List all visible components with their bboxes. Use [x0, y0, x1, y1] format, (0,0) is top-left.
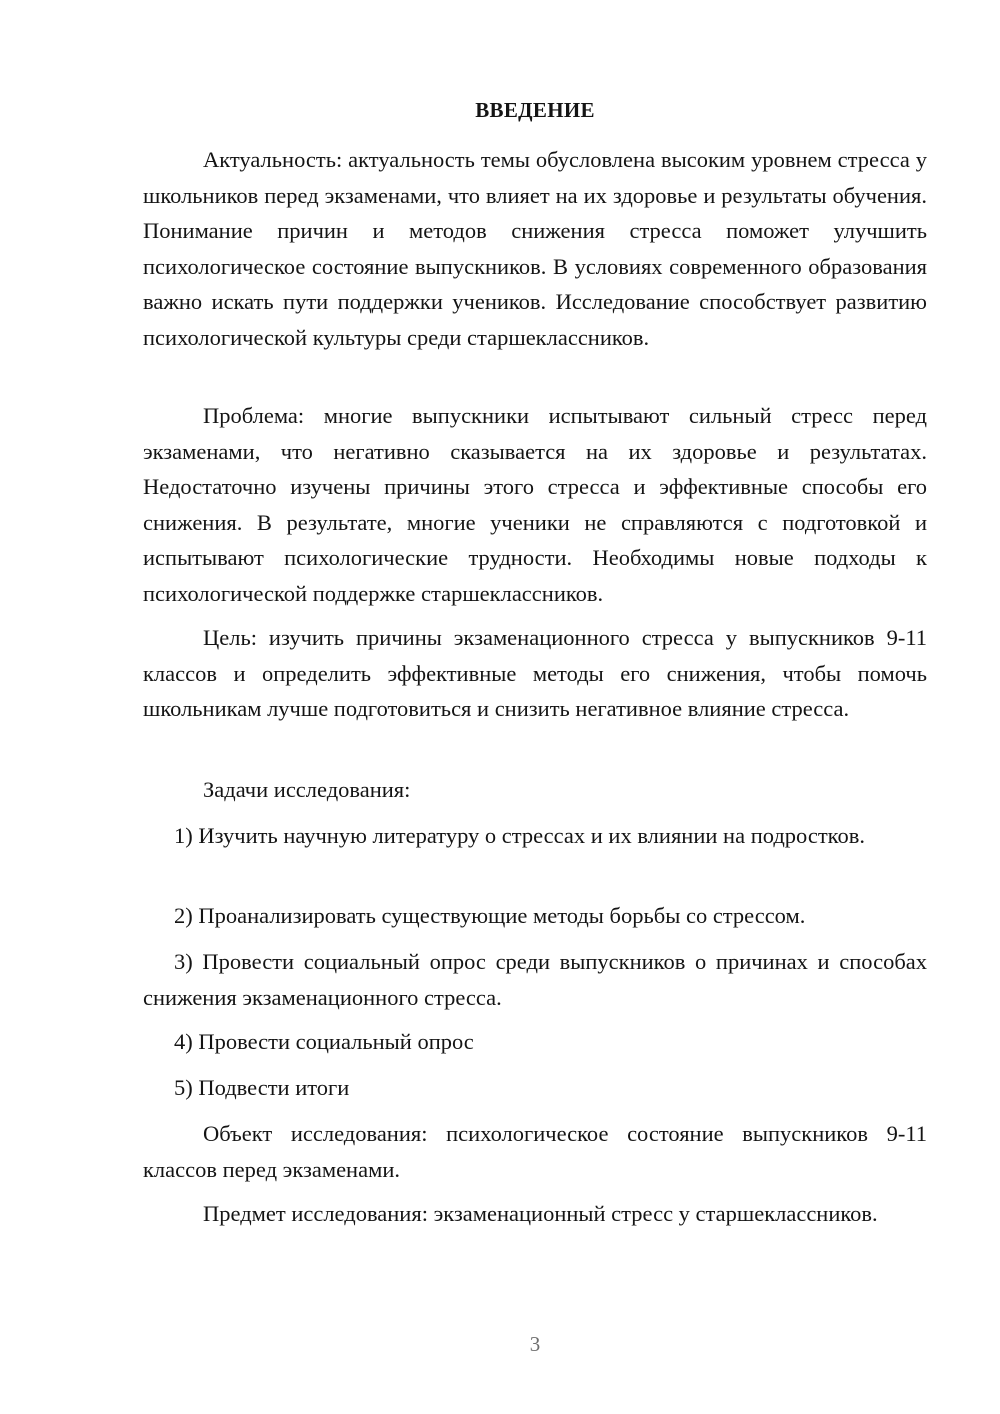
object-text: Объект исследования: психологическое состояние выпускников 9-11 классов перед экзаменами. [143, 1121, 927, 1182]
document-page [143, 0, 927, 1414]
tasks-heading: Задачи исследования: [203, 777, 411, 802]
subject-paragraph [143, 1196, 927, 1232]
list-item: 3) Провести социальный опрос среди выпускников о причинах и способах снижения экзаменационного стресса. [143, 949, 927, 1010]
goal-paragraph [143, 620, 927, 727]
page-title: ВВЕДЕНИЕ [475, 98, 595, 122]
relevance-text: Актуальность: актуальность темы обусловлена высоким уровнем стресса у школьников перед экзаменами, что влияет на их здоровье и результаты обучения. Понимание причин и методов снижения стресса поможет улучшить психологическое состояние выпускников. В условиях современного образования важно искать пути поддержки учеников. Исследование способствует развитию психологической культуры среди старшеклассников. [143, 147, 927, 350]
task-item-3 [143, 944, 927, 1015]
task-item-2 [143, 898, 927, 934]
list-item: 1) Изучить научную литературу о стрессах и их влиянии на подростков. [174, 823, 865, 848]
problem-text: Проблема: многие выпускники испытывают сильный стресс перед экзаменами, что негативно сказывается на их здоровье и результатах. Недостаточно изучены причины этого стресса и эффективные способы его снижения. В результате, многие ученики не справляются с подготовкой и испытывают психологические трудности. Необходимы новые подходы к психологической поддержке старшеклассников. [143, 403, 927, 606]
problem-paragraph [143, 398, 927, 611]
list-item: 2) Проанализировать существующие методы борьбы со стрессом. [174, 903, 806, 928]
object-paragraph [143, 1116, 927, 1187]
subject-text: Предмет исследования: экзаменационный стресс у старшеклассников. [203, 1201, 878, 1226]
page-number: 3 [529, 1332, 541, 1356]
tasks-heading-paragraph [143, 772, 927, 808]
list-item: 4) Провести социальный опрос [174, 1029, 474, 1054]
list-item: 5) Подвести итоги [174, 1075, 350, 1100]
task-item-5 [143, 1070, 927, 1106]
task-item-1 [143, 818, 927, 854]
goal-text: Цель: изучить причины экзаменационного стресса у выпускников 9-11 классов и определить эффективные методы его снижения, чтобы помочь школьникам лучше подготовиться и снизить негативное влияние стресса. [143, 625, 927, 721]
task-item-4 [143, 1024, 927, 1060]
relevance-paragraph [143, 142, 927, 355]
